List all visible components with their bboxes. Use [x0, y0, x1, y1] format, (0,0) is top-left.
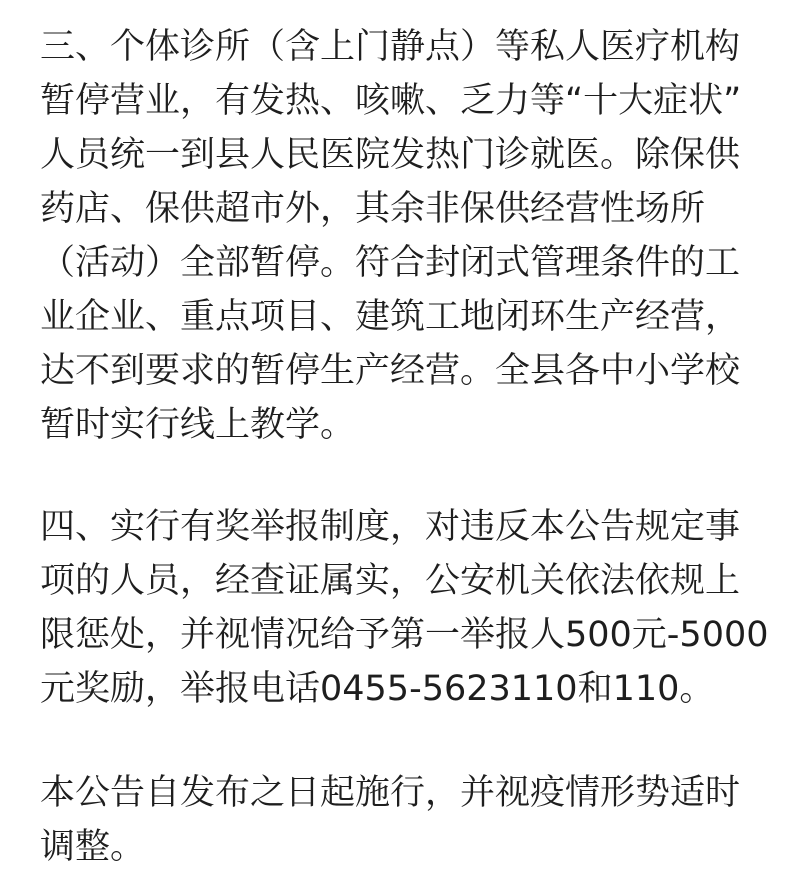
text-line: 调整。: [40, 827, 146, 867]
text-line: 三、个体诊所（含上门静点）等私人医疗机构: [40, 27, 741, 67]
text-line: 限惩处，并视情况给予第一举报人500元-5000: [40, 615, 769, 655]
paragraph-3-closures: [40, 20, 780, 452]
text-line: 达不到要求的暂停生产经营。全县各中小学校: [40, 351, 741, 391]
paragraph-4-reporting: [40, 500, 780, 716]
text-line: 人员统一到县人民医院发热门诊就医。除保供: [40, 135, 741, 175]
text-line: 四、实行有奖举报制度，对违反本公告规定事: [40, 507, 741, 547]
text-line: 暂时实行线上教学。: [40, 405, 356, 445]
text-line: 业企业、重点项目、建筑工地闭环生产经营，: [40, 297, 741, 337]
text-line: 本公告自发布之日起施行，并视疫情形势适时: [40, 773, 741, 813]
text-line: 药店、保供超市外，其余非保供经营性场所: [40, 189, 706, 229]
text-line: 暂停营业，有发热、咳嗽、乏力等“十大症状”: [40, 81, 742, 121]
text-line: 元奖励，举报电话0455-5623110和110。: [40, 669, 715, 709]
text-line: 项的人员，经查证属实，公安机关依法依规上: [40, 561, 741, 601]
text-line: （活动）全部暂停。符合封闭式管理条件的工: [40, 243, 741, 283]
paragraph-effective-date: [40, 766, 780, 874]
